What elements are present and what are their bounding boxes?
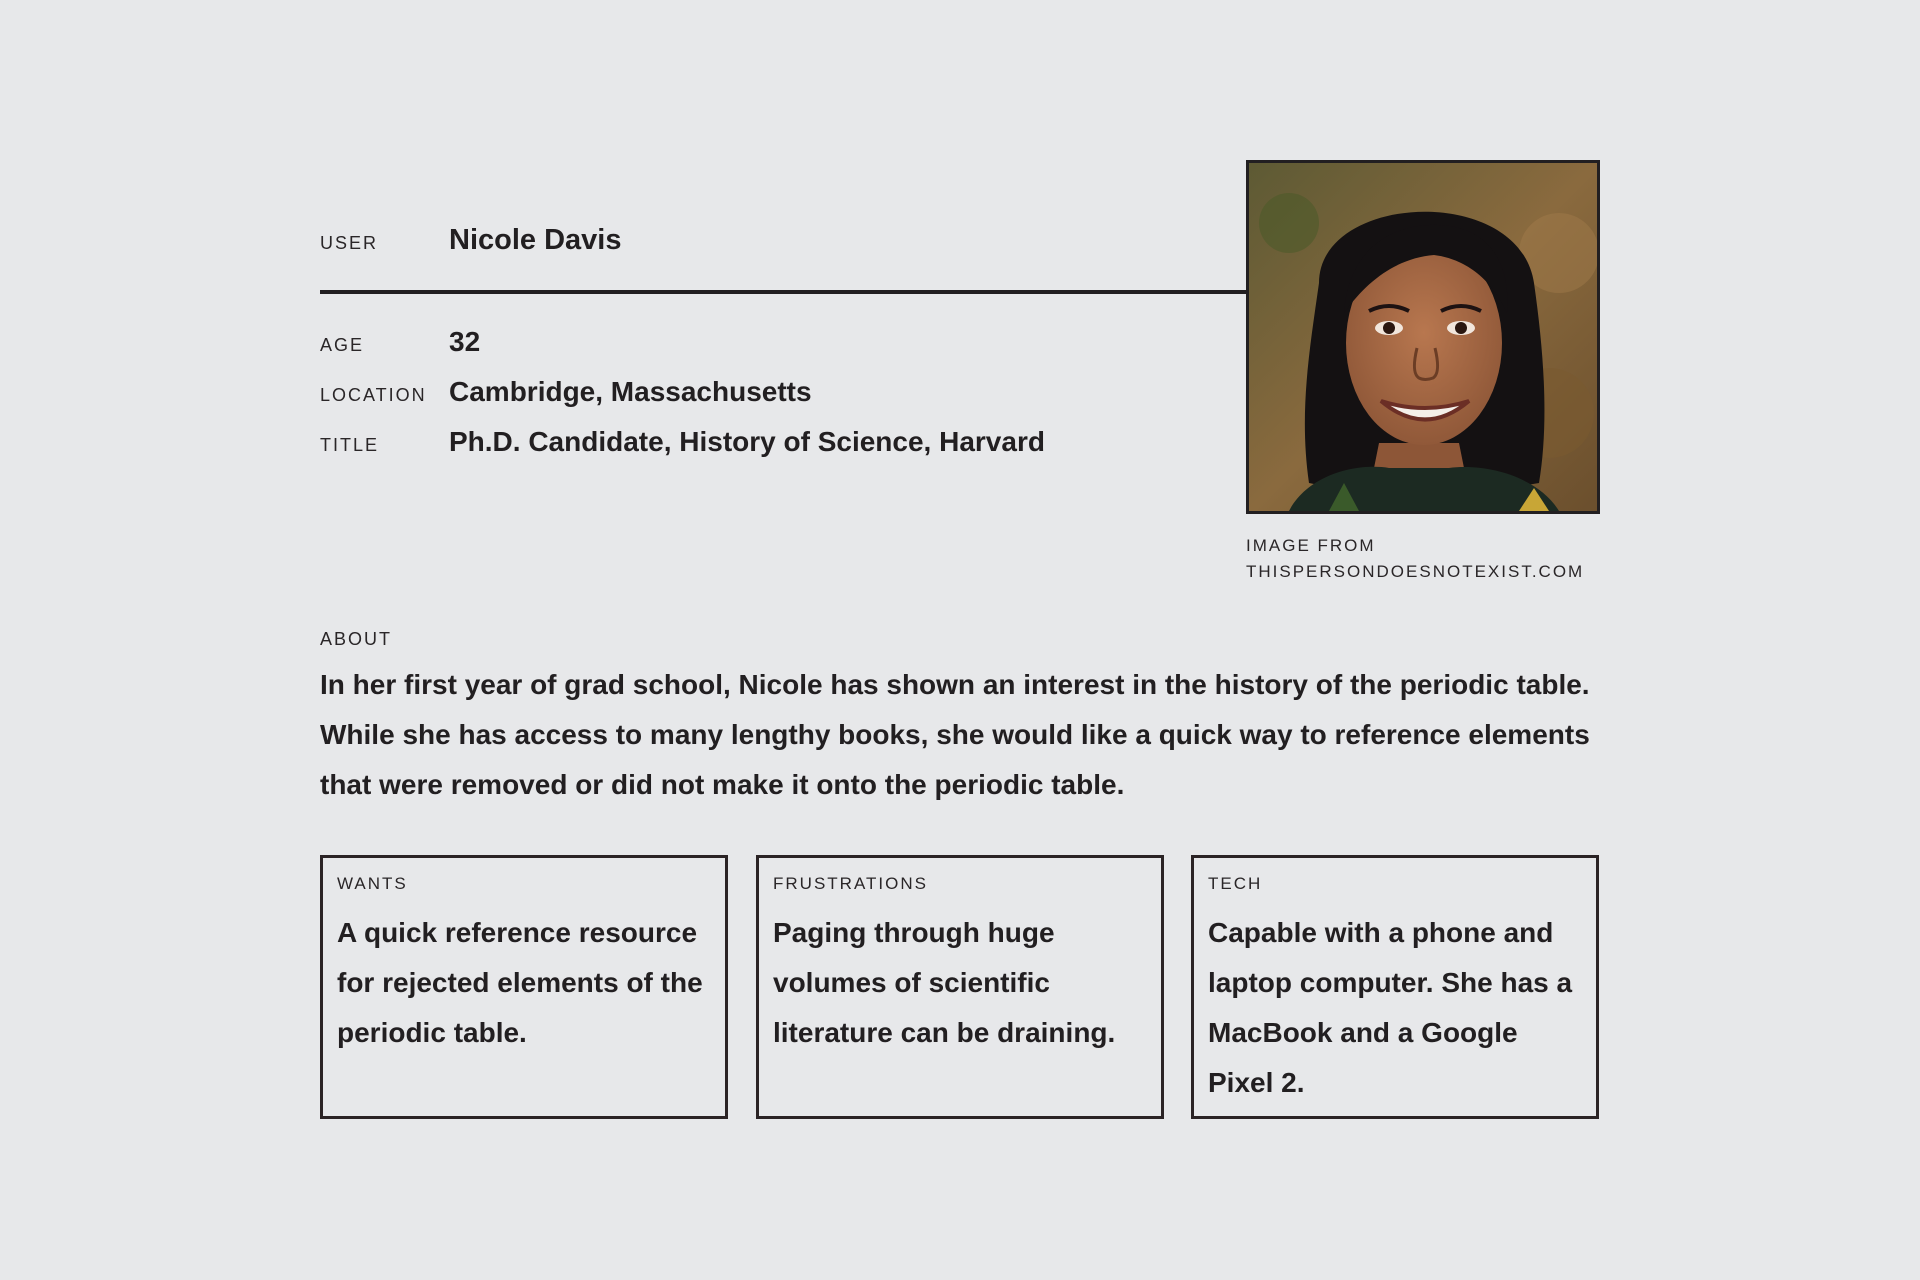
title-row (320, 426, 1045, 458)
photo-credit-line-1: IMAGE FROM (1246, 536, 1376, 555)
photo-credit (1246, 533, 1606, 585)
age-row (320, 326, 480, 358)
title-value: Ph.D. Candidate, History of Science, Harvard (449, 426, 1045, 457)
frustrations-label: FRUSTRATIONS (773, 874, 928, 893)
tech-card (1191, 855, 1599, 1119)
user-row (320, 224, 621, 257)
header-divider (320, 290, 1248, 294)
wants-text: A quick reference resource for rejected elements of the periodic table. (337, 917, 703, 1048)
age-label: AGE (320, 335, 365, 355)
frustrations-text: Paging through huge volumes of scientific literature can be draining. (773, 917, 1116, 1048)
location-value: Cambridge, Massachusetts (449, 376, 812, 407)
frustrations-card (756, 855, 1164, 1119)
user-label: USER (320, 233, 379, 253)
user-name: Nicole Davis (449, 224, 622, 256)
location-label: LOCATION (320, 385, 427, 405)
title-label: TITLE (320, 435, 380, 455)
profile-photo (1246, 160, 1600, 514)
wants-card (320, 855, 728, 1119)
tech-text: Capable with a phone and laptop computer. She has a MacBook and a Google Pixel 2. (1208, 917, 1573, 1098)
age-value: 32 (449, 326, 481, 357)
location-row (320, 376, 812, 408)
portrait-illustration (1249, 163, 1597, 511)
photo-credit-line-2: THISPERSONDOESNOTEXIST.COM (1246, 562, 1585, 581)
wants-label: WANTS (337, 874, 408, 893)
about-label: ABOUT (320, 629, 393, 649)
tech-label: TECH (1208, 874, 1263, 893)
about-text: In her first year of grad school, Nicole has shown an interest in the history of the periodic table. While she has access to many lengthy books, she would like a quick way to reference elements that were removed or did not make it onto the periodic table. (320, 669, 1590, 800)
